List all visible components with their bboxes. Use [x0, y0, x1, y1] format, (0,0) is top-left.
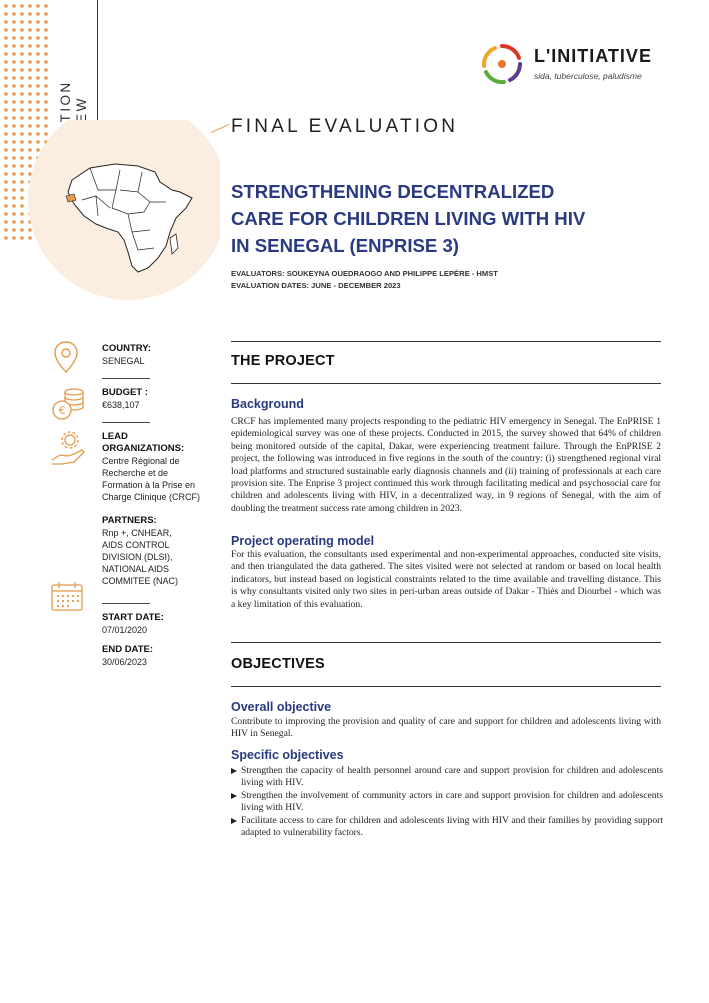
lead-label-1: LEAD	[102, 431, 128, 442]
background-heading: Background	[231, 397, 304, 411]
bullet-triangle-icon	[231, 768, 237, 774]
specific-objectives-heading: Specific objectives	[231, 748, 344, 762]
partners-value-line: COMMITEE (NAC)	[102, 576, 178, 586]
project-heading: THE PROJECT	[231, 353, 335, 369]
start-date-block	[102, 612, 164, 636]
sidebar-divider	[102, 422, 150, 423]
lead-label-2: ORGANIZATIONS:	[102, 443, 185, 454]
objectives-heading: OBJECTIVES	[231, 656, 325, 672]
overall-objective-text: Contribute to improving the provision and quality of care and support for children and adolescents living with HIV in Senegal.	[231, 716, 661, 740]
page-title	[231, 178, 661, 259]
list-item	[231, 790, 663, 815]
start-date-value: 07/01/2020	[102, 625, 148, 635]
model-text: For this evaluation, the consultants used experimental and non-experimental approaches, conducted site visits, and then triangulated the data gathered. The sites visited were not selected at random or based on local health indicators, but instead based on logistical constraints related to the time available and travelling distance. This is why consultants visited only two sites in peri-urban areas outside of Dakar - Thiès and Diourbel - which was a key limitation of this evaluation.	[231, 549, 661, 610]
logo-subtitle: sida, tuberculose, paludisme	[534, 71, 642, 81]
section-rule	[231, 642, 661, 643]
section-rule	[231, 686, 661, 687]
evaluators-line: EVALUATORS: SOUKEYNA OUEDRAOGO AND PHILIPPE LEPÈRE - HMST	[231, 269, 498, 278]
end-date-block	[102, 644, 153, 668]
document-type: FINAL EVALUATION	[231, 116, 459, 137]
logo-title: L'INITIATIVE	[534, 46, 652, 66]
partners-block	[102, 515, 178, 587]
model-heading: Project operating model	[231, 534, 375, 548]
coins-icon	[50, 386, 86, 422]
budget-value: €638,107	[102, 400, 140, 410]
initiative-logo	[478, 40, 668, 90]
partners-value-line: DIVISION (DLSI),	[102, 552, 173, 562]
budget-block	[102, 387, 148, 411]
evaluation-dates-line: EVALUATION DATES: JUNE - DECEMBER 2023	[231, 281, 401, 290]
location-pin-icon	[52, 340, 80, 374]
sidebar-divider	[102, 378, 150, 379]
end-date-value: 30/06/2023	[102, 657, 148, 667]
specific-objectives-list	[231, 765, 663, 839]
evaluation-meta	[231, 268, 498, 292]
title-line-1: STRENGTHENING DECENTRALIZED	[231, 181, 555, 202]
section-rule	[231, 383, 661, 384]
bullet-triangle-icon	[231, 818, 237, 824]
svg-text:€: €	[58, 404, 66, 417]
objective-text: Strengthen the involvement of community actors in care and support provision for children and adolescents living with HIV.	[241, 789, 663, 814]
lead-value-line: Centre Régional de	[102, 456, 180, 466]
lead-organizations-block	[102, 431, 200, 503]
partners-label: PARTNERS:	[102, 515, 157, 526]
sidebar-divider	[102, 603, 150, 604]
objective-text: Facilitate access to care for children and adolescents living with HIV and their families by providing support adapted to vulnerability factors.	[241, 814, 663, 839]
lead-value-line: Recherche et de	[102, 468, 169, 478]
calendar-icon	[50, 580, 84, 612]
objective-text: Strengthen the capacity of health personnel around care and support provision for children and adolescents living with HIV.	[241, 765, 663, 789]
lead-value-line: Charge Clinique (CRCF)	[102, 492, 201, 502]
partners-value-line: AIDS CONTROL	[102, 540, 170, 550]
title-line-3: IN SENEGAL (ENPRISE 3)	[231, 235, 459, 256]
country-block	[102, 343, 151, 367]
country-label: COUNTRY:	[102, 343, 152, 354]
gear-hand-icon	[50, 430, 86, 468]
end-date-label: END DATE:	[102, 644, 154, 655]
overall-objective-heading: Overall objective	[231, 700, 332, 714]
list-item	[231, 765, 663, 790]
partners-value-line: NATIONAL AIDS	[102, 564, 170, 574]
title-line-2: CARE FOR CHILDREN LIVING WITH HIV	[231, 208, 586, 229]
section-rule	[231, 341, 661, 342]
list-item	[231, 815, 663, 840]
budget-label: BUDGET :	[102, 387, 148, 398]
initiative-logo-mark-icon	[478, 40, 526, 88]
lead-value-line: Formation à la Prise en	[102, 480, 196, 490]
start-date-label: START DATE:	[102, 612, 164, 623]
country-value: SENEGAL	[102, 356, 145, 366]
background-text: CRCF has implemented many projects responding to the pediatric HIV emergency in Senegal. The EnPRISE 1 epidemiological survey was one of these projects. Conducted in 2015, the survey showed that 64% of children being monitored outside of the capital, Dakar, were experiencing treatment failure. Through the EnPRISE 2 project, the following was introduced in five regions in the south of the country: (i) strengthened regional viral load platforms and structured sustainable early diagnosis channels and (ii) training of professionals at each care provision site. The Enprise 3 project continued this work through facilitating medical and psychosocial care for children and adolescents living with HIV, in a decentralized way, in 9 regions of Senegal, with the aim of doubling the treatment success rate among children in 2023.	[231, 416, 661, 514]
partners-value-line: Rnp +, CNHEAR,	[102, 528, 172, 538]
africa-map-icon	[20, 120, 220, 310]
bullet-triangle-icon	[231, 793, 237, 799]
